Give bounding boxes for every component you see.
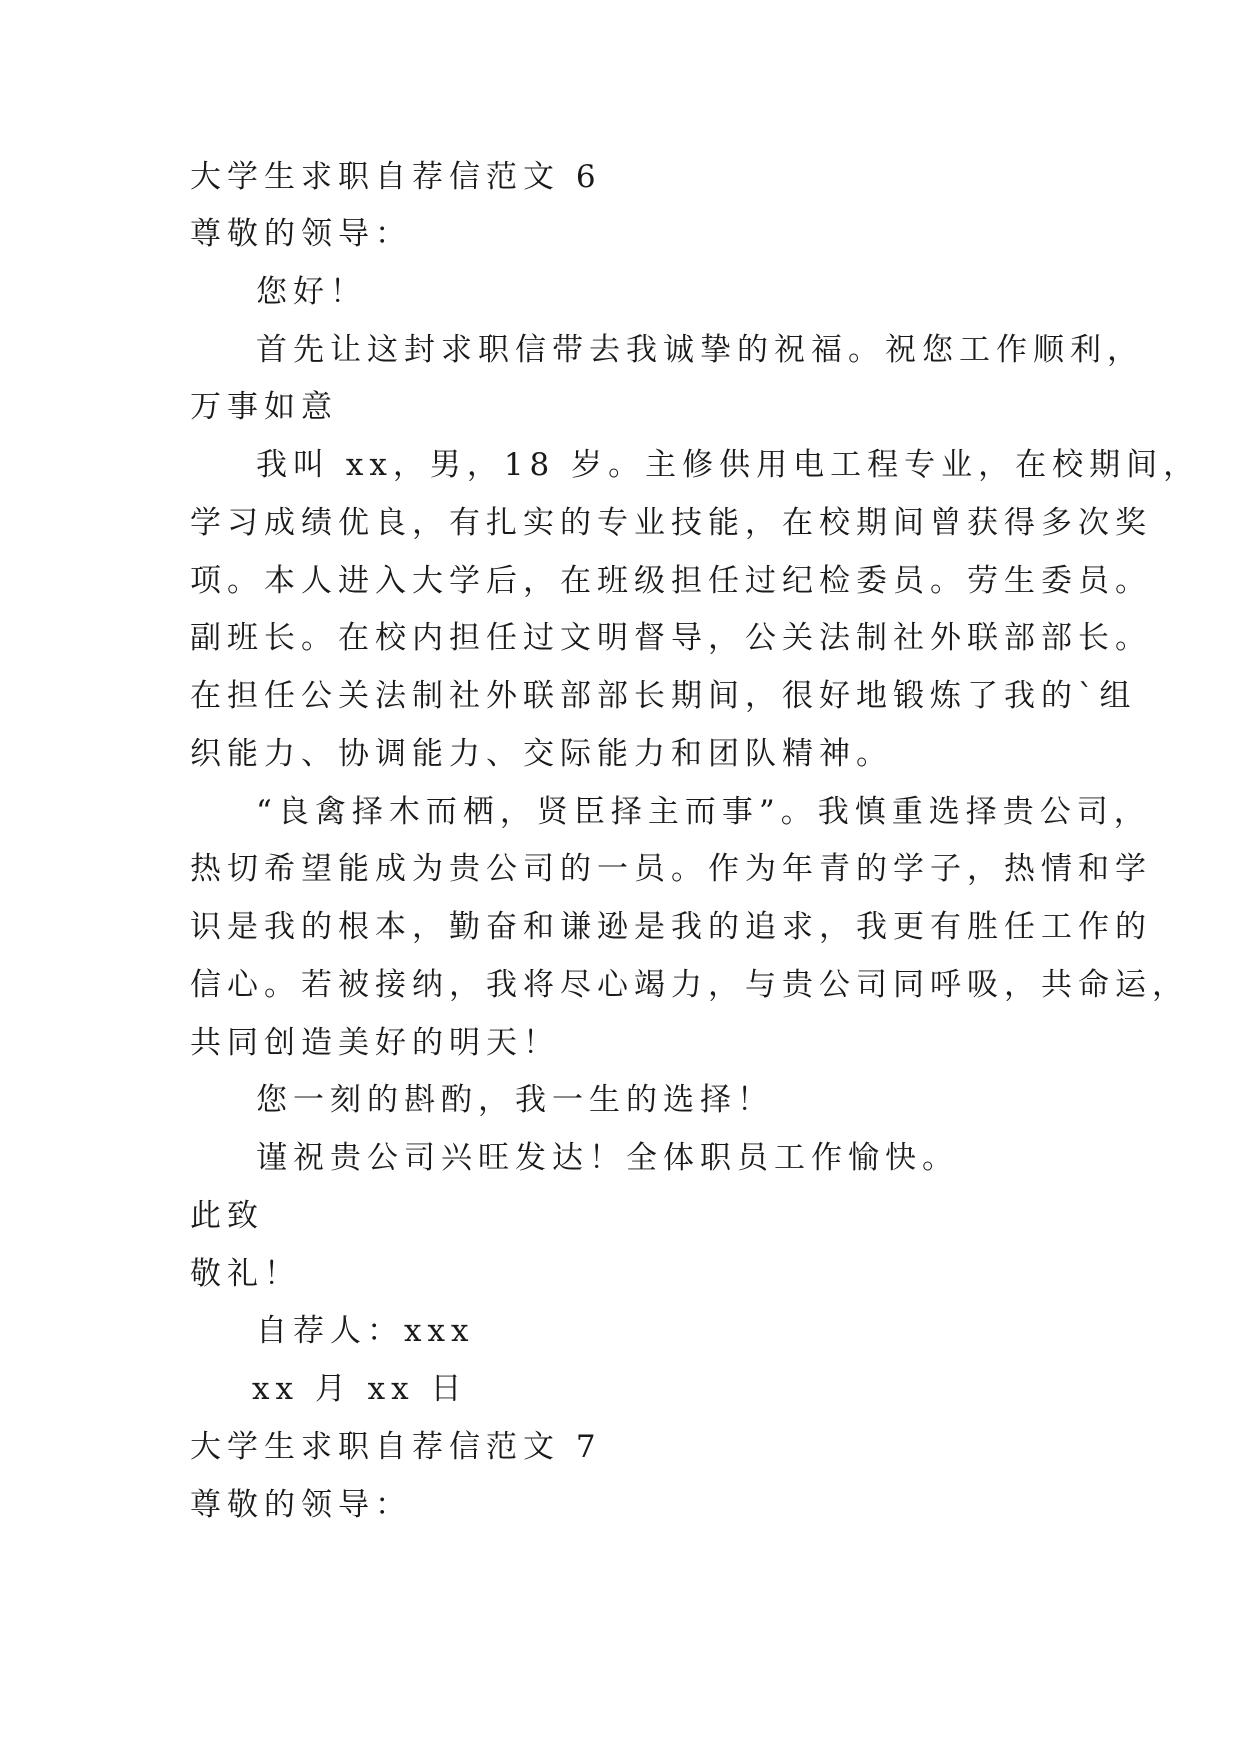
paragraph-line: 万事如意 (190, 389, 338, 425)
paragraph-line: 谨祝贵公司兴旺发达！全体职员工作愉快。 (256, 1140, 959, 1176)
paragraph-line: 热切希望能成为贵公司的一员。作为年青的学子，热情和学 (190, 851, 1152, 887)
paragraph-line: 织能力、协调能力、交际能力和团队精神。 (190, 736, 893, 772)
paragraph-line: 在担任公关法制社外联部部长期间，很好地锻炼了我的`组 (190, 678, 1137, 714)
paragraph-line: 识是我的根本，勤奋和谦逊是我的追求，我更有胜任工作的 (190, 909, 1152, 945)
salutation: 尊敬的领导： (190, 1487, 412, 1523)
salutation: 尊敬的领导： (190, 216, 412, 252)
paragraph-line: 学习成绩优良，有扎实的专业技能，在校期间曾获得多次奖 (190, 505, 1152, 541)
paragraph-line: 副班长。在校内担任过文明督导，公关法制社外联部部长。 (190, 620, 1152, 656)
closing-line: 此致 (190, 1198, 264, 1234)
letter-title: 大学生求职自荐信范文 7 (190, 1429, 602, 1465)
signature-line: 自荐人：xxx (256, 1313, 475, 1349)
paragraph-line: “良禽择木而栖，贤臣择主而事”。我慎重选择贵公司， (256, 794, 1151, 830)
paragraph-line: 共同创造美好的明天！ (190, 1025, 560, 1061)
paragraph-line: 项。本人进入大学后，在班级担任过纪检委员。劳生委员。 (190, 563, 1152, 599)
paragraph-line: 信心。若被接纳，我将尽心竭力，与贵公司同呼吸，共命运， (190, 967, 1189, 1003)
closing-line: 敬礼！ (190, 1256, 301, 1292)
paragraph-line: 我叫 xx，男，18 岁。主修供用电工程专业，在校期间， (256, 447, 1201, 483)
paragraph-line: 您一刻的斟酌，我一生的选择！ (256, 1082, 774, 1118)
date-line: xx 月 xx 日 (252, 1371, 468, 1407)
greeting: 您好！ (256, 274, 367, 310)
letter-title: 大学生求职自荐信范文 6 (190, 159, 602, 195)
paragraph-line: 首先让这封求职信带去我诚挚的祝福。祝您工作顺利， (256, 332, 1144, 368)
